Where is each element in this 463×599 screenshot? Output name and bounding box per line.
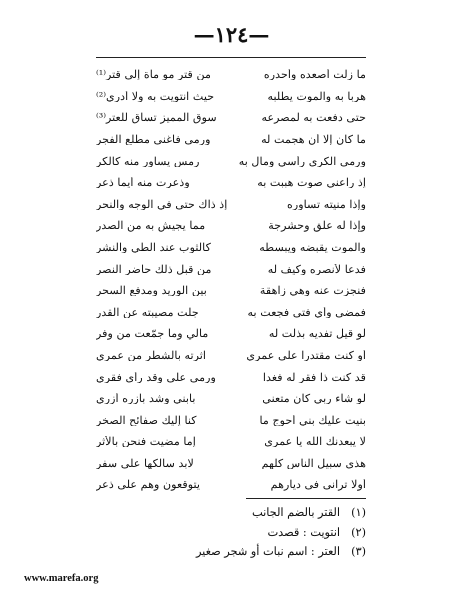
footnote-text: انتويت : قصدت (267, 525, 340, 539)
footnote-rule (246, 498, 366, 499)
verse-line (96, 215, 366, 237)
verse-second-hemistich: رمس يساور منه كالكر (96, 155, 200, 167)
header-rule (96, 57, 366, 58)
verse-first-hemistich: حتى دفعت به لمصرعه (261, 112, 366, 124)
verse-line (96, 150, 366, 172)
verse-second-hemistich: من قبل ذلك حاضر النصر (96, 263, 212, 275)
verse-line (96, 107, 366, 129)
verse-first-hemistich: أو كنت مقتدرا على عمري (246, 349, 366, 362)
verse-line (96, 474, 366, 496)
verse-first-hemistich: ما زلت أصعده وأحدره (263, 69, 366, 81)
verse-line (96, 258, 366, 280)
verse-line (96, 388, 366, 410)
verse-second-hemistich: حيث انتويت به ولا أدري⁽²⁾ (96, 90, 215, 102)
verse-first-hemistich: فنجزت عنه وهي زاهقة (259, 285, 366, 297)
verse-second-hemistich: آثرته بالشطر من عمري (96, 349, 207, 362)
verse-line (96, 410, 366, 432)
footnote (120, 523, 366, 543)
verse-first-hemistich: إذ راعني صوت هببت به (257, 177, 366, 189)
verse-line (96, 323, 366, 345)
footnote (120, 503, 366, 523)
verse-first-hemistich: بنيت عليك بني أحوج ما (259, 414, 366, 426)
verse-first-hemistich: لو شاء ربي كان متعني (262, 393, 366, 405)
verse-line (96, 280, 366, 302)
verse-second-hemistich: ورمى على وقد رأى فقري (96, 371, 216, 383)
verse-line (96, 366, 366, 388)
footnote (120, 542, 366, 562)
verse-first-hemistich: أولا ترانى فى ديارهم (270, 479, 366, 491)
verse-first-hemistich: هرباً به والموت يطلبه (267, 90, 366, 102)
verse-line (96, 431, 366, 453)
verse-first-hemistich: لو قيل تفديه بذلت له (268, 328, 366, 340)
verse-first-hemistich: وإذا منيته تساوره (286, 198, 366, 210)
verse-first-hemistich: هذى سبيل الناس كلهم (261, 457, 366, 470)
verse-line (96, 64, 366, 86)
verse-first-hemistich: فمضى وأي فتى فجعت به (247, 306, 366, 318)
footnote-number: (٢) (351, 525, 366, 539)
verse-second-hemistich: كنا إليك صفائح الصخر (96, 414, 197, 426)
verse-second-hemistich: إما مضيت فنحن بالأثر (96, 436, 196, 448)
footnotes (120, 503, 366, 562)
verse-second-hemistich: جلت مصيبته عن القدر (96, 306, 199, 318)
page-number: —١٢٤— (193, 22, 270, 47)
verse-second-hemistich: بين الوريد ومدفع السحر (96, 285, 207, 297)
verse-line (96, 453, 366, 475)
verse-second-hemistich: من قتر مو ماة إلى قتر⁽¹⁾ (96, 69, 211, 81)
verse-second-hemistich: مما يجيش به من الصدر (96, 220, 206, 232)
verse-line (96, 194, 366, 216)
verse-second-hemistich: كالثوب عند الطي والنشر (96, 241, 211, 254)
verse-line (96, 345, 366, 367)
verse-second-hemistich: يتوقعون وهم على ذعر (96, 479, 200, 491)
watermark: www.marefa.org (24, 573, 99, 584)
verse-line (96, 302, 366, 324)
verse-line (96, 172, 366, 194)
footnote-number: (١) (351, 506, 366, 520)
verse-first-hemistich: فدعا لأنصره وكيف له (267, 263, 366, 275)
verse-line (96, 129, 366, 151)
verse-first-hemistich: قد كنت ذا فقر له فغدا (262, 371, 366, 383)
verse-first-hemistich: والموت يقبضه ويبسطه (259, 241, 366, 254)
verse-second-hemistich: سوق المميز تساق للعتر⁽³⁾ (96, 112, 217, 124)
verse-first-hemistich: وإذا له علق وحشرجة (268, 220, 366, 232)
verse-second-hemistich: ورمى فأغنى مطلع الفجر (96, 133, 211, 146)
verse-second-hemistich: بابني وشد بأزره أزري (96, 393, 196, 405)
footnote-text: القتر بالضم الجانب (251, 506, 340, 520)
verse-first-hemistich: ورمى الكرى رأسي ومال به (238, 155, 366, 167)
verse-first-hemistich: ما كان إلا أن هجمت له (261, 133, 366, 146)
verse-first-hemistich: لا يبعدنك الله يا عمرى (264, 436, 366, 448)
verse-second-hemistich: مالي وما جمّعت من وفر (96, 328, 209, 340)
poem (96, 64, 366, 496)
footnote-text: العتر : اسم نبات أو شجر صغير (195, 545, 340, 559)
verse-second-hemistich: إذ ذاك حتى في الوجه والنحر (96, 198, 228, 210)
verse-second-hemistich: لابد سالكها على سفر (96, 457, 194, 470)
verse-line (96, 237, 366, 259)
verse-second-hemistich: وذعرت منه أيما ذعر (96, 177, 190, 189)
verse-line (96, 86, 366, 108)
footnote-number: (٣) (351, 545, 366, 559)
